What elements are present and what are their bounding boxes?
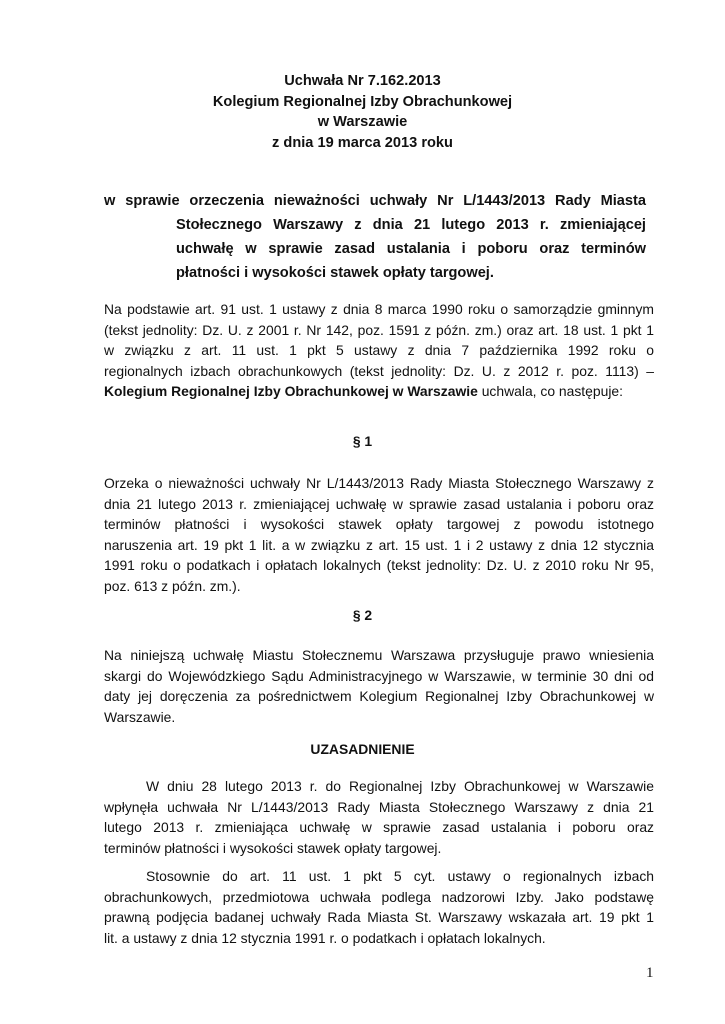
text-line: Stosownie do art. 11 ust. 1 pkt 5 cyt. ustawy o regionalnych izbach <box>146 868 654 884</box>
section-1-text <box>104 473 654 596</box>
text-line: lutego 2013 r. zmieniająca uchwałę w sprawie zasad ustalania i poboru oraz <box>104 819 654 835</box>
text-line: naruszenia art. 19 pkt 1 lit. a w związku z art. 15 ust. 1 i 2 ustawy z dnia 12 stycznia <box>104 536 654 553</box>
text-line: lit. a ustawy z dnia 12 stycznia 1991 r. o podatkach i opłatach lokalnych. <box>104 929 546 946</box>
text-line: daty jej doręczenia za pośrednictwem Kolegium Regionalnej Izby Obrachunkowej w <box>104 688 654 704</box>
text-line: W dniu 28 lutego 2013 r. do Regionalnej Izby Obrachunkowej w Warszawie <box>146 778 654 794</box>
legal-basis-paragraph <box>104 299 654 402</box>
text-line: poz. 613 z późn. zm.). <box>104 577 241 594</box>
text-line: dnia 21 lutego 2013 r. zmieniającej uchwałę w sprawie zasad ustalania i poboru oraz <box>104 495 654 512</box>
text-line: 1991 roku o podatkach i opłatach lokalnych (tekst jednolity: Dz. U. z 2010 roku Nr 95, <box>104 557 654 573</box>
subject-line: w sprawie orzeczenia nieważności uchwały Nr L/1443/2013 Rady Miasta <box>104 193 646 209</box>
subject-line: płatności i wysokości stawek opłaty targowej. <box>176 265 494 281</box>
subject-line: uchwałę w sprawie zasad ustalania i poboru oraz terminów <box>176 241 646 257</box>
text-line: Orzeka o nieważności uchwały Nr L/1443/2013 Rady Miasta Stołecznego Warszawy z <box>104 475 654 491</box>
text-line: Warszawie. <box>104 708 176 725</box>
text-line: prawną podjęcia badanej uchwały Rada Miasta St. Warszawy wskazała art. 19 pkt 1 <box>104 909 654 925</box>
text-line: Na podstawie art. 91 ust. 1 ustawy z dnia 8 marca 1990 roku o samorządzie gminnym <box>104 301 654 317</box>
text-line: terminów płatności i wysokości stawek opłaty targowej z powodu istotnego <box>104 516 654 532</box>
resolution-subject <box>104 189 646 285</box>
resolution-number: Uchwała Nr 7.162.2013 <box>284 73 441 89</box>
text-line: skargi do Wojewódzkiego Sądu Administracyjnego w Warszawie, w terminie 30 dni od <box>104 667 654 684</box>
subject-line: Stołecznego Warszawy z dnia 21 lutego 2013 r. zmieniającej <box>176 217 646 233</box>
issuing-body-location: w Warszawie <box>317 114 408 130</box>
justification-paragraph-1 <box>104 776 654 858</box>
justification-heading: UZASADNIENIE <box>310 741 415 757</box>
resolution-date: z dnia 19 marca 2013 roku <box>272 134 453 151</box>
issuing-body-bold: Kolegium Regionalnej Izby Obrachunkowej w Warszawie <box>104 383 478 399</box>
text-line: terminów płatności i wysokości stawek opłaty targowej. <box>104 839 442 856</box>
section-1-heading: § 1 <box>352 433 373 449</box>
text-line: (tekst jednolity: Dz. U. z 2001 r. Nr 142, poz. 1591 z późn. zm.) oraz art. 18 ust. 1 pkt 1 <box>104 321 654 338</box>
resolution-header <box>0 71 725 153</box>
text-line <box>104 381 654 402</box>
text-line: regionalnych izbach obrachunkowych (tekst jednolity: Dz. U. z 2012 r. poz. 1113) – <box>104 362 654 379</box>
text-line: Na niniejszą uchwałę Miastu Stołecznemu Warszawa przysługuje prawo wniesienia <box>104 647 654 663</box>
issuing-body: Kolegium Regionalnej Izby Obrachunkowej <box>212 93 513 110</box>
page-number: 1 <box>646 965 654 981</box>
section-2-text <box>104 645 654 727</box>
text-fragment: uchwala, co następuje: <box>477 383 624 399</box>
text-line: wpłynęła uchwała Nr L/1443/2013 Rady Miasta Stołecznego Warszawy z dnia 21 <box>104 798 654 815</box>
section-2-heading: § 2 <box>352 607 373 623</box>
justification-paragraph-2 <box>104 866 654 948</box>
text-line: w związku z art. 11 ust. 1 pkt 5 ustawy z dnia 7 października 1992 roku o <box>104 342 654 358</box>
text-line: obrachunkowych, przedmiotowa uchwała podlega nadzorowi Izby. Jako podstawę <box>104 888 654 905</box>
